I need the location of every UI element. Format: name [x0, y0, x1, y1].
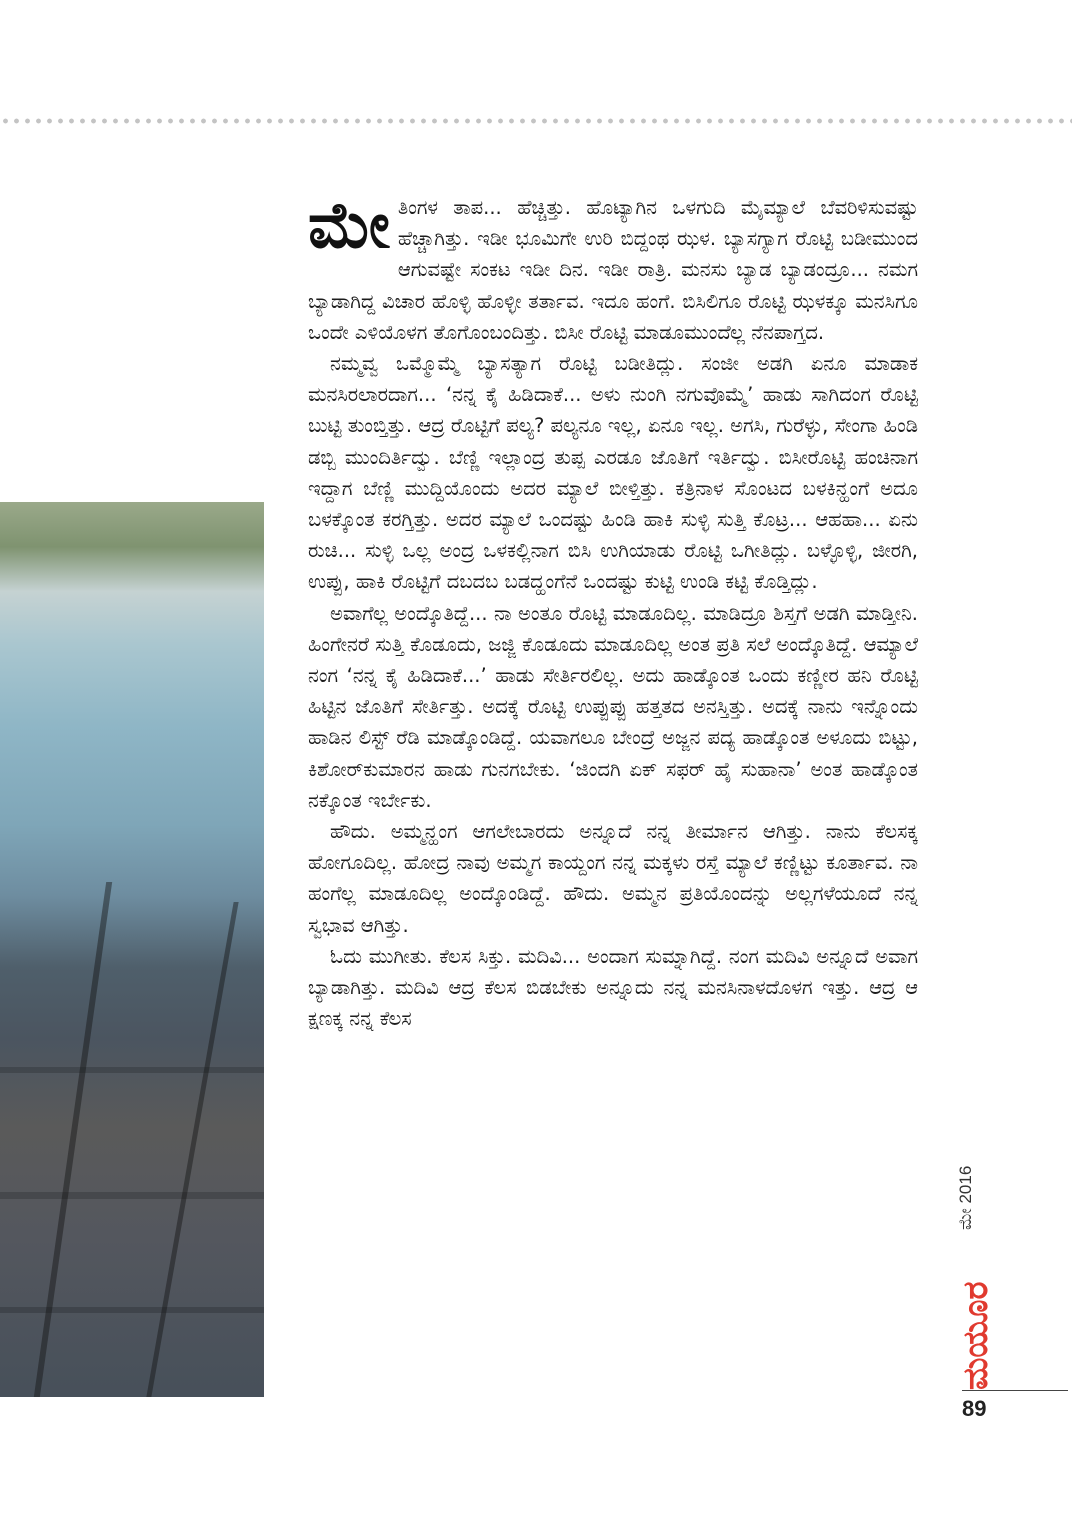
paragraph-4: ಹೌದು. ಅಮ್ಮನ್ಹಂಗ ಆಗಲೇಬಾರದು ಅನ್ನೂದೆ ನನ್ನ ತೀರ್ಮಾನ ಆಗಿತ್ತು. ನಾನು ಕೆಲಸಕ್ಕ ಹೋಗೂದಿಲ್ಲ. ಹೋದ್ರ ನಾವು ಅಮ್ಮಗ ಕಾಯ್ದಂಗ ನನ್ನ ಮಕ್ಕಳು ರಸ್ತೆ ಮ್ಯಾಲೆ ಕಣ್ಣಿಟ್ಟು ಕೂರ್ತಾವ. ನಾ ಹಂಗೆಲ್ಲ ಮಾಡೂದಿಲ್ಲ ಅಂದ್ಕೊಂಡಿದ್ದೆ. ಹೌದು. ಅಮ್ಮನ ಪ್ರತಿಯೊಂದನ್ನು ಅಲ್ಲಗಳೆಯೂದೆ ನನ್ನ ಸ್ವಭಾವ ಆಗಿತ್ತು. — [308, 820, 918, 937]
photo-wooden-deck — [0, 502, 264, 1397]
paragraph-2: ನಮ್ಮವ್ವ ಒಮ್ಮೊಮ್ಮೆ ಬ್ಯಾಸತ್ಯಾಗ ರೊಟ್ಟಿ ಬಡೀತಿದ್ಲು. ಸಂಜೀ ಅಡಗಿ ಏನೂ ಮಾಡಾಕ ಮನಸಿರಲಾರದಾಗ... ‘ನನ್ನ ಕೈ ಹಿಡಿದಾಕೆ... ಅಳು ನುಂಗಿ ನಗುವೊಮ್ಮೆ’ ಹಾಡು ಸಾಗಿದಂಗ ರೊಟ್ಟಿ ಬುಟ್ಟಿ ತುಂಬ್ತಿತ್ತು. ಆದ್ರ ರೊಟ್ಟಿಗೆ ಪಲ್ಯ? ಪಲ್ಯನೂ ಇಲ್ಲ, ಏನೂ ಇಲ್ಲ. ಅಗಸಿ, ಗುರೆಳ್ಳು, ಸೇಂಗಾ ಹಿಂಡಿ ಡಬ್ಬಿ ಮುಂದಿರ್ತಿದ್ವು. ಬೆಣ್ಣಿ ಇಲ್ಲಾಂದ್ರ ತುಪ್ಪ ಎರಡೂ ಜೊತಿಗೆ ಇರ್ತಿದ್ವು. ಬಿಸೀರೊಟ್ಟಿ ಹಂಚಿನಾಗ ಇದ್ದಾಗ ಬೆಣ್ಣಿ ಮುದ್ದಿಯೊಂದು ಅದರ ಮ್ಯಾಲೆ ಬೀಳ್ತಿತ್ತು. ಕತ್ರಿನಾಳ ಸೊಂಟದ ಬಳಕಿನ್ಹಂಗೆ ಅದೂ ಬಳಕ್ಕೊಂತ ಕರಗ್ತಿತ್ತು. ಅದರ ಮ್ಯಾಲೆ ಒಂದಷ್ಟು ಹಿಂಡಿ ಹಾಕಿ ಸುಳ್ಳಿ ಸುತ್ತಿ ಕೊಟ್ರ... ಆಹಹಾ... ಏನು ರುಚಿ... ಸುಳ್ಳಿ ಒಲ್ಲ ಅಂದ್ರ ಒಳಕಲ್ಲಿನಾಗ ಬಿಸಿ ಉಗಿಯಾಡು ರೊಟ್ಟಿ ಒಗೀತಿದ್ಲು. ಬಳ್ಳೊಳ್ಳಿ, ಜೀರಗಿ, ಉಪ್ಪು, ಹಾಕಿ ರೊಟ್ಟಿಗೆ ದಬದಬ ಬಡದ್ಹಂಗೆನೆ ಒಂದಷ್ಟು ಕುಟ್ಟಿ ಉಂಡಿ ಕಟ್ಟಿ ಕೊಡ್ತಿದ್ಲು. — [308, 352, 918, 594]
magazine-logo: ಮಯೂರ — [956, 1281, 996, 1390]
dotted-divider — [0, 117, 1072, 125]
paragraph-1-text: ತಿಂಗಳ ತಾಪ... ಹೆಚ್ಚಿತ್ತು. ಹೊಟ್ಯಾಗಿನ ಒಳಗುದಿ ಮೈಮ್ಯಾಲೆ ಬೆವರಿಳಿಸುವಷ್ಟು ಹೆಚ್ಚಾಗಿತ್ತು. ಇಡೀ ಭೂಮಿಗೇ ಉರಿ ಬಿದ್ದಂಥ ಝಳ. ಬ್ಯಾಸಗ್ಯಾಗ ರೊಟ್ಟಿ ಬಡೀಮುಂದ ಆಗುವಷ್ಟೇ ಸಂಕಟ ಇಡೀ ದಿನ. ಇಡೀ ರಾತ್ರಿ. ಮನಸು ಬ್ಯಾಡ ಬ್ಯಾಡಂದ್ರೂ... ನಮಗ ಬ್ಯಾಡಾಗಿದ್ದ ವಿಚಾರ ಹೊಳ್ಳಿ ಹೊಳ್ಳೀ ತರ್ತಾವ. ಇದೂ ಹಂಗೆ. ಬಿಸಿಲಿಗೂ ರೊಟ್ಟಿ ಝಳಕ್ಕೂ ಮನಸಿಗೂ ಒಂದೇ ಎಳಿಯೊಳಗ ತೊಗೊಂಬಂದಿತ್ತು. ಬಿಸೀ ರೊಟ್ಟಿ ಮಾಡೂಮುಂದೆಲ್ಲ ನೆನಪಾಗ್ತದ. — [308, 196, 918, 344]
paragraph-5: ಓದು ಮುಗೀತು. ಕೆಲಸ ಸಿಕ್ತು. ಮದಿವಿ... ಅಂದಾಗ ಸುಮ್ನಾಗಿದ್ದೆ. ನಂಗ ಮದಿವಿ ಅನ್ನೂದೆ ಅವಾಗ ಬ್ಯಾಡಾಗಿತ್ತು. ಮದಿವಿ ಆದ್ರ ಕೆಲಸ ಬಿಡಬೇಕು ಅನ್ನೂದು ನನ್ನ ಮನಸಿನಾಳದೊಳಗ ಇತ್ತು. ಆದ್ರ ಆ ಕ್ಷಣಕ್ಕ ನನ್ನ ಕೆಲಸ — [308, 944, 918, 1031]
drop-cap: ಮೇ — [308, 188, 390, 263]
paragraph-3: ಅವಾಗೆಲ್ಲ ಅಂದ್ಕೊತಿದ್ದೆ... ನಾ ಅಂತೂ ರೊಟ್ಟಿ ಮಾಡೂದಿಲ್ಲ. ಮಾಡಿದ್ರೂ ಶಿಸ್ತಗೆ ಅಡಗಿ ಮಾಡ್ತೀನಿ. ಹಿಂಗೇನರೆ ಸುತ್ತಿ ಕೊಡೂದು, ಜಜ್ಜಿ ಕೊಡೂದು ಮಾಡೂದಿಲ್ಲ ಅಂತ ಪ್ರತಿ ಸಲೆ ಅಂದ್ಕೊತಿದ್ದೆ. ಆಮ್ಯಾಲೆ ನಂಗ ‘ನನ್ನ ಕೈ ಹಿಡಿದಾಕೆ...’ ಹಾಡು ಸೇರ್ತಿರಲಿಲ್ಲ. ಅದು ಹಾಡ್ಕೊಂತ ಒಂದು ಕಣ್ಣೀರ ಹನಿ ರೊಟ್ಟಿ ಹಿಟ್ಟಿನ ಜೊತಿಗೆ ಸೇರ್ತಿತ್ತು. ಅದಕ್ಕೆ ರೊಟ್ಟಿ ಉಪ್ಪುಪ್ಪು ಹತ್ತತದ ಅನಸ್ತಿತ್ತು. ಅದಕ್ಕೆ ನಾನು ಇನ್ನೊಂದು ಹಾಡಿನ ಲಿಸ್ಟ್ ರೆಡಿ ಮಾಡ್ಕೊಂಡಿದ್ದೆ. ಯವಾಗಲೂ ಬೇಂದ್ರೆ ಅಜ್ಜನ ಪದ್ಯ ಹಾಡ್ಕೊಂತ ಅಳೂದು ಬಿಟ್ಟು, ಕಿಶೋರ್‌ಕುಮಾರನ ಹಾಡು ಗುನಗಬೇಕು. ‘ಜಿಂದಗಿ ಏಕ್ ಸಫರ್ ಹೈ ಸುಹಾನಾ’ ಅಂತ ಹಾಡ್ಕೊಂತ ನಕ್ಕೊಂತ ಇರ್ಬೇಕು. — [308, 601, 918, 812]
page-number: 89 — [962, 1396, 987, 1421]
magazine-sidebar — [956, 1160, 996, 1390]
issue-date: ಮೇ 2016 — [956, 1165, 975, 1230]
paragraph-1 — [308, 188, 918, 348]
article-body — [308, 188, 918, 1034]
page-number-rule — [962, 1390, 1068, 1391]
